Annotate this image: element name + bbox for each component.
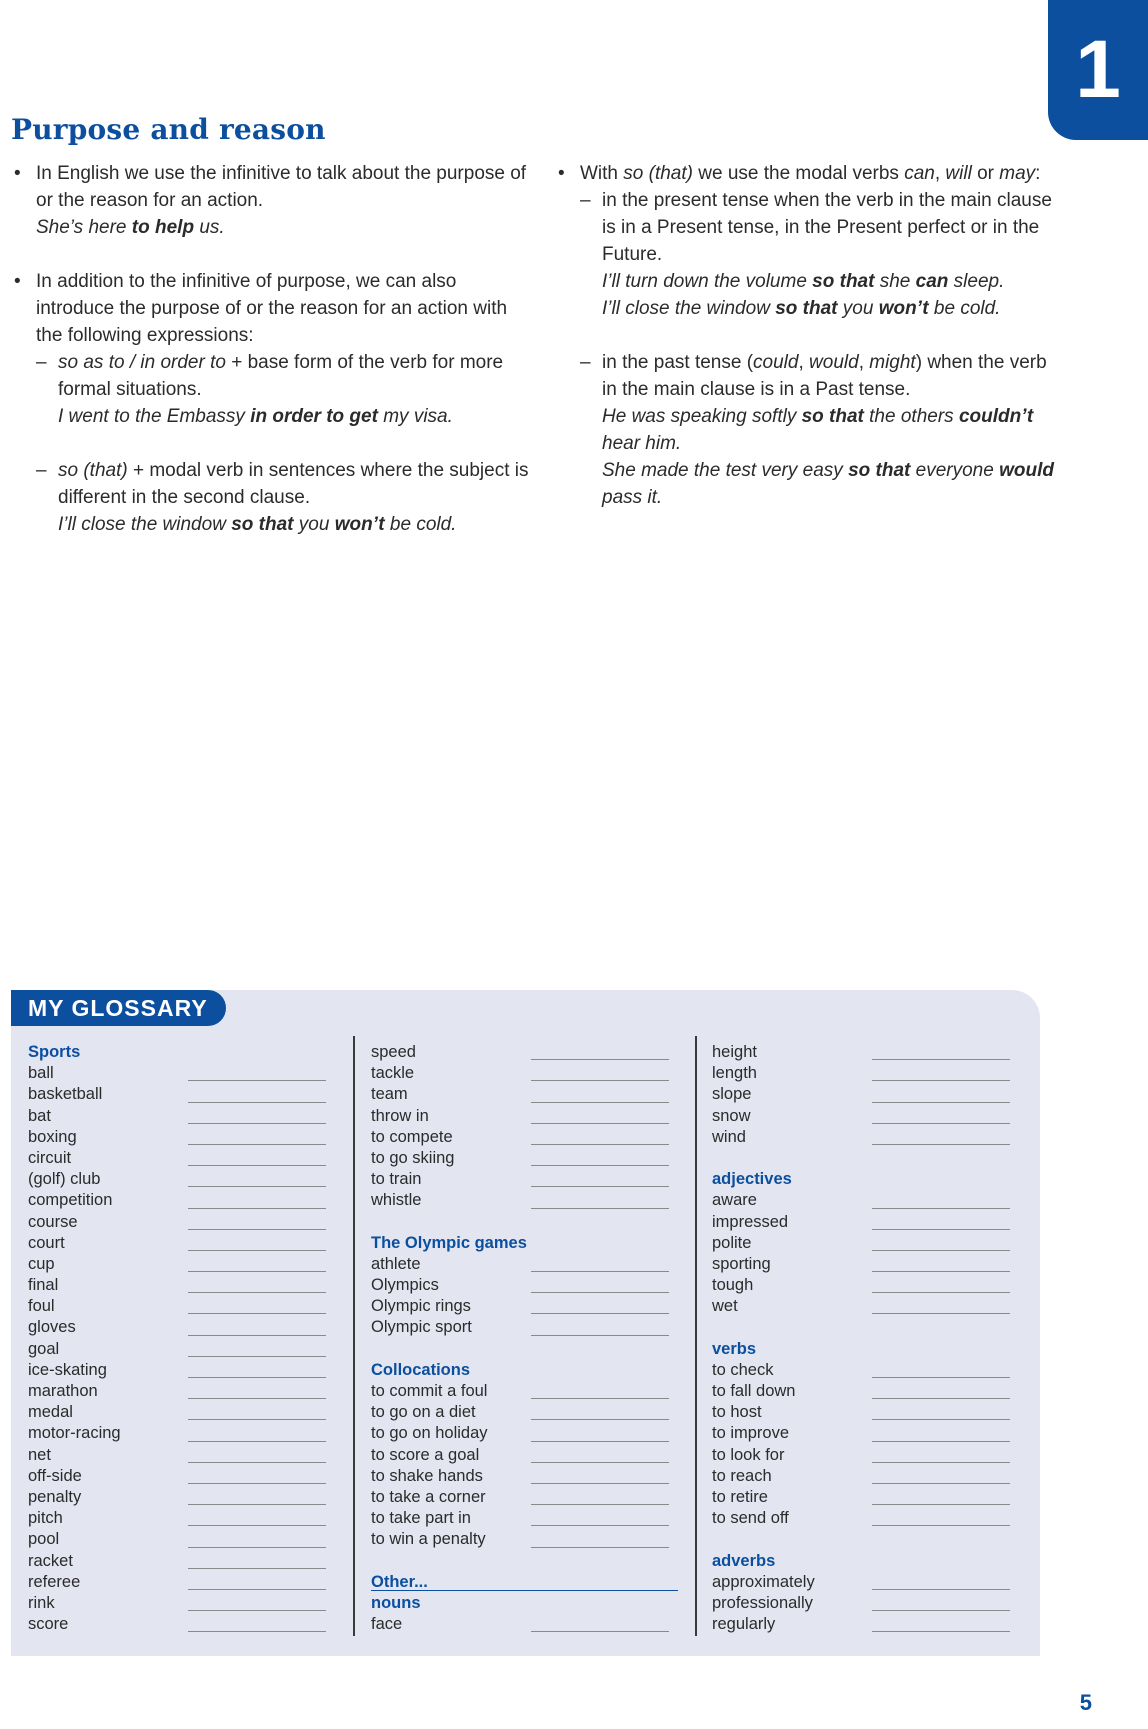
glossary-word: basketball xyxy=(28,1085,103,1104)
answer-line[interactable] xyxy=(872,1398,1010,1399)
glossary-entry xyxy=(712,1212,1034,1233)
glossary-word: to take a corner xyxy=(371,1487,486,1506)
glossary-entry xyxy=(371,1063,693,1084)
glossary-word: snow xyxy=(712,1106,751,1125)
glossary-entry xyxy=(28,1169,350,1190)
bullet-text: In addition to the infinitive of purpose, we can also introduce the purpose of or the reason for an action with the following expressions: xyxy=(36,271,508,346)
glossary-word: goal xyxy=(28,1339,60,1358)
glossary-word: wind xyxy=(712,1127,746,1146)
answer-line[interactable] xyxy=(188,1419,326,1420)
glossary-word: face xyxy=(371,1615,403,1634)
answer-line[interactable] xyxy=(188,1504,326,1505)
unit-number-tab: 1 xyxy=(1048,0,1148,140)
glossary-entry xyxy=(28,1423,350,1444)
answer-line[interactable] xyxy=(188,1313,326,1314)
glossary-word: throw in xyxy=(371,1106,429,1125)
answer-line[interactable] xyxy=(188,1356,326,1357)
answer-line[interactable] xyxy=(872,1144,1010,1145)
glossary-word: to fall down xyxy=(712,1382,796,1400)
glossary-entry xyxy=(712,1593,1034,1614)
answer-line[interactable] xyxy=(188,1377,326,1378)
glossary-word: approximately xyxy=(712,1572,815,1591)
glossary-entry xyxy=(371,1445,693,1466)
glossary-entry xyxy=(28,1360,350,1381)
glossary-entry xyxy=(371,1423,693,1444)
glossary-entry xyxy=(28,1275,350,1296)
glossary-word: to go on a diet xyxy=(371,1403,476,1422)
glossary-column-2 xyxy=(371,1042,693,1635)
glossary-word: height xyxy=(712,1043,757,1061)
glossary-entry xyxy=(28,1106,350,1127)
glossary-word: foul xyxy=(28,1297,55,1316)
glossary-word: to check xyxy=(712,1360,774,1379)
answer-line[interactable] xyxy=(531,1631,669,1632)
other-label: Other... xyxy=(371,1572,428,1591)
page-number: 5 xyxy=(1079,1690,1092,1715)
glossary-entry xyxy=(28,1381,350,1402)
glossary-word: to go skiing xyxy=(371,1148,455,1167)
glossary-heading: Sports xyxy=(28,1043,81,1061)
answer-line[interactable] xyxy=(531,1525,669,1526)
glossary-entry xyxy=(712,1423,1034,1444)
glossary-word: off-side xyxy=(28,1466,82,1485)
glossary-word: penalty xyxy=(28,1487,82,1506)
glossary-word: Olympic sport xyxy=(371,1318,472,1337)
glossary-entry xyxy=(712,1275,1034,1296)
answer-line[interactable] xyxy=(872,1080,1010,1081)
glossary-entry xyxy=(371,1275,693,1296)
answer-line[interactable] xyxy=(531,1102,669,1103)
example: I’ll close the window so that you won’t be cold. xyxy=(58,514,457,535)
answer-line[interactable] xyxy=(188,1631,326,1632)
glossary-word: medal xyxy=(28,1403,73,1422)
glossary-entry xyxy=(28,1508,350,1529)
glossary-entry xyxy=(28,1063,350,1084)
glossary-word: ball xyxy=(28,1064,54,1083)
answer-line[interactable] xyxy=(531,1123,669,1124)
answer-line[interactable] xyxy=(188,1208,326,1209)
answer-line[interactable] xyxy=(531,1547,669,1548)
answer-line[interactable] xyxy=(188,1568,326,1569)
glossary-entry xyxy=(712,1296,1034,1317)
answer-line[interactable] xyxy=(872,1313,1010,1314)
answer-line[interactable] xyxy=(188,1610,326,1611)
left-grammar-column xyxy=(12,160,532,538)
glossary-word: score xyxy=(28,1615,69,1634)
answer-line[interactable] xyxy=(531,1208,669,1209)
spacer xyxy=(712,1529,1034,1550)
glossary-word: bat xyxy=(28,1106,51,1125)
answer-line[interactable] xyxy=(531,1398,669,1399)
glossary-entry xyxy=(712,1042,1034,1063)
glossary-word: to win a penalty xyxy=(371,1530,486,1549)
glossary-word: to look for xyxy=(712,1445,785,1464)
answer-line[interactable] xyxy=(531,1504,669,1505)
glossary-entry xyxy=(28,1445,350,1466)
glossary-entry xyxy=(712,1614,1034,1635)
answer-line[interactable] xyxy=(531,1462,669,1463)
glossary-word: gloves xyxy=(28,1318,76,1337)
glossary-word: regularly xyxy=(712,1615,776,1634)
section-title: Purpose and reason xyxy=(11,113,326,146)
sub-item-so-that: – so (that) + modal verb in sentences where the subject is different in the second clause. I’ll close the window so that you won’t be cold. xyxy=(36,457,532,538)
glossary-word: to go on holiday xyxy=(371,1424,488,1443)
bullet-expressions xyxy=(12,268,532,538)
answer-line[interactable] xyxy=(188,1547,326,1548)
spacer xyxy=(371,1551,693,1572)
glossary-column-1 xyxy=(28,1042,350,1635)
glossary-entry xyxy=(712,1466,1034,1487)
answer-line[interactable] xyxy=(531,1313,669,1314)
glossary-entry xyxy=(712,1190,1034,1211)
column-divider xyxy=(695,1036,697,1636)
glossary-heading: The Olympic games xyxy=(371,1233,527,1252)
glossary-entry xyxy=(371,1296,693,1317)
glossary-word: to take part in xyxy=(371,1509,471,1528)
spacer xyxy=(371,1339,693,1360)
glossary-entry xyxy=(712,1402,1034,1423)
answer-line[interactable] xyxy=(531,1080,669,1081)
answer-line[interactable] xyxy=(872,1504,1010,1505)
glossary-word: circuit xyxy=(28,1148,72,1167)
glossary-title: MY GLOSSARY xyxy=(11,990,226,1026)
glossary-word: Olympics xyxy=(371,1276,439,1295)
glossary-word: athlete xyxy=(371,1254,421,1273)
glossary-heading: adjectives xyxy=(712,1170,792,1189)
glossary-entry xyxy=(371,1381,693,1402)
answer-line[interactable] xyxy=(531,1271,669,1272)
glossary-entry xyxy=(371,1127,693,1148)
answer-line[interactable] xyxy=(872,1271,1010,1272)
glossary-word: team xyxy=(371,1085,408,1104)
glossary-word: boxing xyxy=(28,1127,77,1146)
glossary-heading: verbs xyxy=(712,1339,757,1358)
glossary-word: sporting xyxy=(712,1254,771,1273)
example: He was speaking softly so that the others couldn’t hear him. xyxy=(602,406,1034,454)
glossary-word: to score a goal xyxy=(371,1445,480,1464)
glossary-word: tough xyxy=(712,1276,754,1295)
glossary-entry xyxy=(712,1508,1034,1529)
glossary-entry xyxy=(371,1169,693,1190)
glossary-word: ice-skating xyxy=(28,1360,107,1379)
glossary-entry xyxy=(28,1148,350,1169)
column-divider xyxy=(353,1036,355,1636)
answer-line[interactable] xyxy=(872,1229,1010,1230)
glossary-word: to send off xyxy=(712,1509,789,1528)
answer-line[interactable] xyxy=(188,1441,326,1442)
spacer xyxy=(712,1148,1034,1169)
answer-line[interactable] xyxy=(872,1208,1010,1209)
glossary-entry xyxy=(28,1296,350,1317)
glossary-entry xyxy=(712,1572,1034,1593)
glossary-word: referee xyxy=(28,1572,81,1591)
answer-line[interactable] xyxy=(872,1102,1010,1103)
sub-item-present: – in the present tense when the verb in the main clause is in a Present tense, in the Present perfect or in the Future. I’ll turn down the volume so that she can sleep. I’ll close the window so that you won’t be cold. xyxy=(580,187,1056,322)
glossary-entry xyxy=(371,1487,693,1508)
answer-line[interactable] xyxy=(188,1165,326,1166)
answer-line[interactable] xyxy=(531,1186,669,1187)
example: I’ll close the window so that you won’t be cold. xyxy=(602,298,1001,319)
glossary-word: professionally xyxy=(712,1593,813,1612)
glossary-entry xyxy=(28,1487,350,1508)
answer-line[interactable] xyxy=(188,1144,326,1145)
glossary-word: marathon xyxy=(28,1382,98,1400)
glossary-entry xyxy=(371,1106,693,1127)
answer-line[interactable] xyxy=(872,1610,1010,1611)
answer-line[interactable] xyxy=(188,1398,326,1399)
glossary-word: final xyxy=(28,1276,59,1295)
answer-line[interactable] xyxy=(872,1123,1010,1124)
answer-line[interactable] xyxy=(872,1589,1010,1590)
glossary-entry xyxy=(371,1254,693,1275)
bullet-modal-verbs: • With so (that) we use the modal verbs can, will or may: – in the present tense when the verb in the main clause is in a Present tense, in the Present perfect or in the Future. I’ll turn down the volume so that she can sleep. I’ll close the window so that you won’t be cold. – in the past tense (could, would, might) when the verb in the main clause is in a Past tense. He was speaking softly so that the others couldn’t hear him. She made the test very easy so that everyone would pass it. xyxy=(556,160,1056,511)
answer-line[interactable] xyxy=(188,1483,326,1484)
example: I went to the Embassy in order to get my visa. xyxy=(58,406,453,427)
glossary-word: net xyxy=(28,1445,51,1464)
glossary-heading: nouns xyxy=(371,1593,421,1612)
glossary-entry xyxy=(371,1042,693,1063)
answer-line[interactable] xyxy=(872,1483,1010,1484)
glossary-word: to shake hands xyxy=(371,1466,483,1485)
glossary-word: pitch xyxy=(28,1509,63,1528)
answer-line[interactable] xyxy=(872,1059,1010,1060)
glossary-entry xyxy=(712,1360,1034,1381)
glossary-word: polite xyxy=(712,1233,752,1252)
glossary-word: slope xyxy=(712,1085,752,1104)
answer-line[interactable] xyxy=(872,1525,1010,1526)
glossary-entry xyxy=(28,1190,350,1211)
example: She made the test very easy so that everyone would pass it. xyxy=(602,460,1054,508)
answer-line[interactable] xyxy=(188,1525,326,1526)
glossary-entry xyxy=(28,1127,350,1148)
glossary-other-heading xyxy=(371,1572,693,1593)
glossary-entry xyxy=(371,1317,693,1338)
answer-line[interactable] xyxy=(531,1144,669,1145)
glossary-entry xyxy=(28,1551,350,1572)
glossary-word: to reach xyxy=(712,1466,772,1485)
glossary-word: impressed xyxy=(712,1212,789,1231)
spacer xyxy=(712,1317,1034,1338)
glossary-entry xyxy=(28,1402,350,1423)
glossary-word: course xyxy=(28,1212,78,1231)
glossary-word: to improve xyxy=(712,1424,790,1443)
glossary-entry xyxy=(28,1529,350,1550)
glossary-heading: adverbs xyxy=(712,1551,776,1570)
example: I’ll turn down the volume so that she can sleep. xyxy=(602,271,1005,292)
glossary-word: (golf) club xyxy=(28,1170,101,1189)
glossary-entry xyxy=(712,1381,1034,1402)
bullet-text: In English we use the infinitive to talk about the purpose of or the reason for an action. xyxy=(36,163,527,211)
glossary-word: racket xyxy=(28,1551,73,1570)
glossary-entry xyxy=(371,1529,693,1550)
answer-line[interactable] xyxy=(188,1080,326,1081)
glossary-word: to host xyxy=(712,1403,762,1422)
answer-line[interactable] xyxy=(188,1292,326,1293)
glossary-entry xyxy=(28,1572,350,1593)
answer-line[interactable] xyxy=(188,1271,326,1272)
glossary-entry xyxy=(28,1466,350,1487)
answer-line[interactable] xyxy=(872,1292,1010,1293)
glossary-entry xyxy=(28,1614,350,1635)
glossary-word: motor-racing xyxy=(28,1424,121,1443)
glossary-word: whistle xyxy=(371,1191,422,1210)
glossary-entry xyxy=(712,1487,1034,1508)
answer-line[interactable] xyxy=(188,1462,326,1463)
answer-line[interactable] xyxy=(872,1377,1010,1378)
answer-line[interactable] xyxy=(531,1165,669,1166)
glossary-word: Olympic rings xyxy=(371,1297,471,1316)
answer-line[interactable] xyxy=(872,1462,1010,1463)
sub-item-past: – in the past tense (could, would, might) when the verb in the main clause is in a Past tense. He was speaking softly so that the others couldn’t hear him. She made the test very easy so that everyone would pass it. xyxy=(580,349,1056,511)
answer-line[interactable] xyxy=(188,1229,326,1230)
example: She’s here to help us. xyxy=(36,217,225,238)
glossary-word: speed xyxy=(371,1043,416,1061)
glossary-word: to compete xyxy=(371,1127,453,1146)
glossary-entry xyxy=(28,1254,350,1275)
answer-line[interactable] xyxy=(531,1483,669,1484)
answer-line[interactable] xyxy=(531,1059,669,1060)
glossary-entry xyxy=(28,1084,350,1105)
bullet-infinitive xyxy=(12,160,532,241)
glossary-heading: Collocations xyxy=(371,1360,471,1379)
glossary-word: wet xyxy=(712,1297,738,1316)
answer-line[interactable] xyxy=(188,1123,326,1124)
answer-line[interactable] xyxy=(872,1250,1010,1251)
glossary-entry xyxy=(371,1614,693,1635)
glossary-entry xyxy=(371,1084,693,1105)
answer-line[interactable] xyxy=(872,1419,1010,1420)
glossary-word: to commit a foul xyxy=(371,1382,488,1400)
answer-line[interactable] xyxy=(188,1186,326,1187)
glossary-word: length xyxy=(712,1064,757,1083)
glossary-entry xyxy=(371,1508,693,1529)
glossary-entry xyxy=(712,1233,1034,1254)
glossary-word: competition xyxy=(28,1191,113,1210)
glossary-word: rink xyxy=(28,1593,55,1612)
answer-line[interactable] xyxy=(531,1419,669,1420)
answer-line[interactable] xyxy=(872,1441,1010,1442)
glossary-entry xyxy=(371,1466,693,1487)
glossary-entry xyxy=(28,1339,350,1360)
glossary-entry xyxy=(712,1127,1034,1148)
answer-line[interactable] xyxy=(188,1250,326,1251)
glossary-entry xyxy=(371,1190,693,1211)
answer-line[interactable] xyxy=(531,1292,669,1293)
answer-line[interactable] xyxy=(188,1335,326,1336)
glossary-word: tackle xyxy=(371,1064,415,1083)
glossary-word: cup xyxy=(28,1254,55,1273)
answer-line[interactable] xyxy=(188,1589,326,1590)
answer-line[interactable] xyxy=(872,1631,1010,1632)
glossary-entry xyxy=(371,1148,693,1169)
right-grammar-column xyxy=(556,160,1056,511)
glossary-entry xyxy=(712,1063,1034,1084)
glossary-entry xyxy=(28,1233,350,1254)
answer-line[interactable] xyxy=(531,1441,669,1442)
sub-item-in-order-to: – so as to / in order to + base form of the verb for more formal situations. I went to the Embassy in order to get my visa. xyxy=(36,349,532,430)
other-line[interactable] xyxy=(371,1590,678,1591)
glossary-entry xyxy=(371,1402,693,1423)
glossary-word: court xyxy=(28,1233,65,1252)
glossary-entry xyxy=(712,1254,1034,1275)
glossary-word: aware xyxy=(712,1191,757,1210)
glossary-column-3 xyxy=(712,1042,1034,1635)
glossary-entry xyxy=(712,1106,1034,1127)
glossary-entry xyxy=(28,1593,350,1614)
glossary-entry xyxy=(712,1084,1034,1105)
spacer xyxy=(371,1212,693,1233)
answer-line[interactable] xyxy=(188,1102,326,1103)
glossary-entry xyxy=(28,1317,350,1338)
glossary-word: to retire xyxy=(712,1487,768,1506)
glossary-entry xyxy=(712,1445,1034,1466)
answer-line[interactable] xyxy=(531,1335,669,1336)
glossary-entry xyxy=(28,1212,350,1233)
glossary-word: pool xyxy=(28,1530,60,1549)
glossary-word: to train xyxy=(371,1170,422,1189)
